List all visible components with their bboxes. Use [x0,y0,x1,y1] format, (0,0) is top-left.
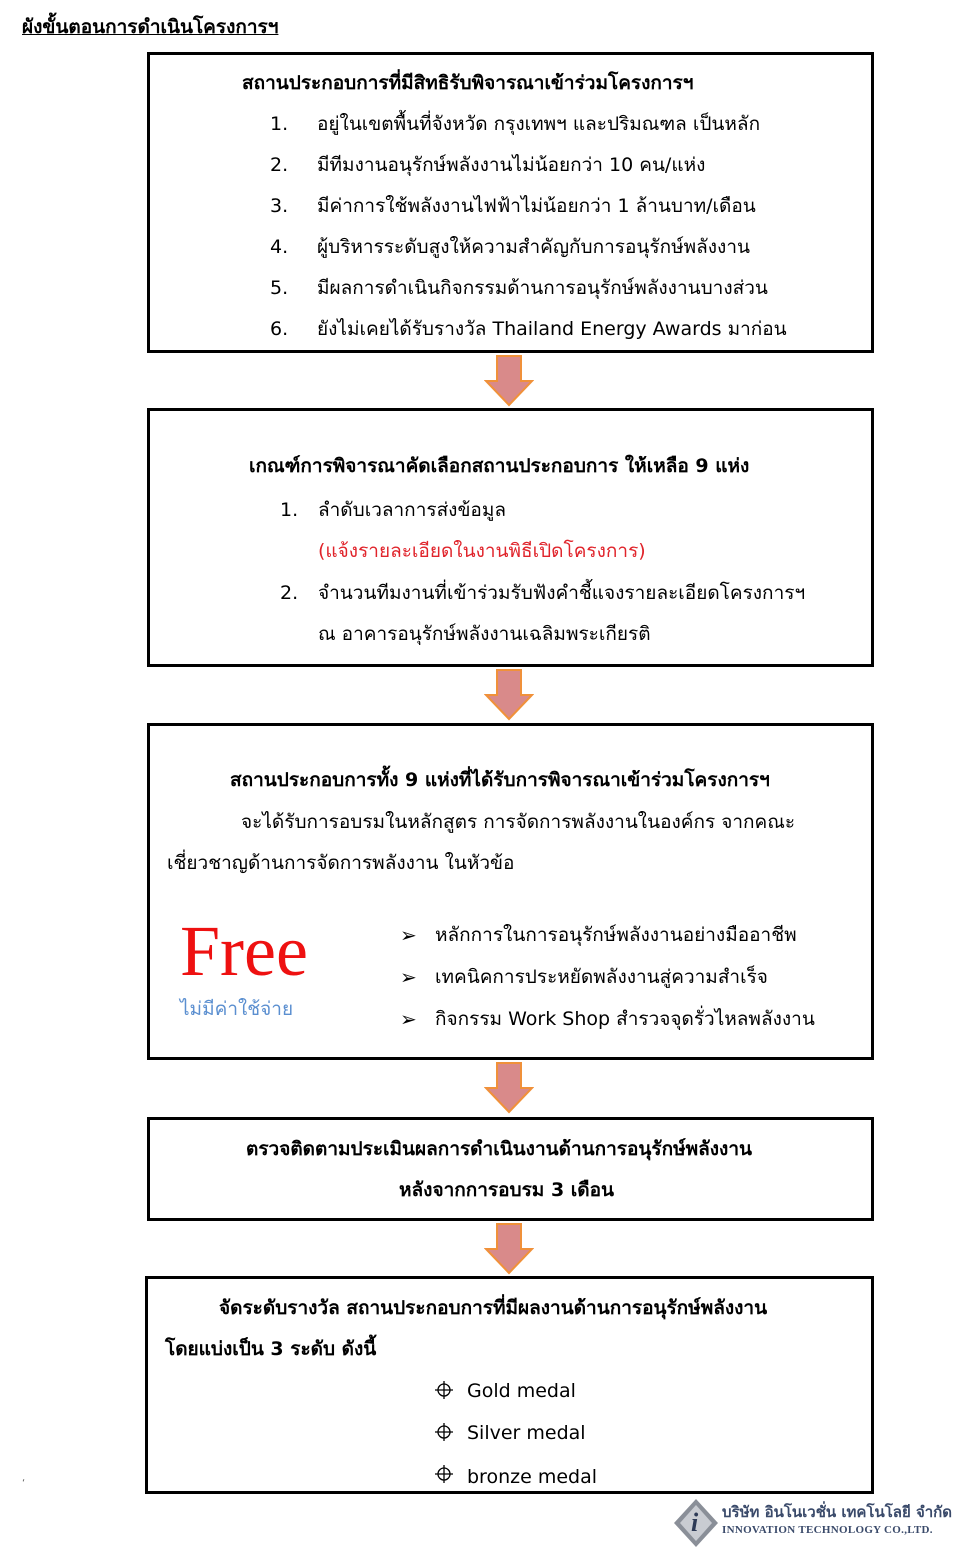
svg-text:i: i [691,1508,699,1537]
page-title: ผังขั้นตอนการดำเนินโครงการฯ [22,16,279,38]
selection-item-1-note: (แจ้งรายละเอียดในงานพิธีเปิดโครงการ) [318,540,646,562]
awards-line-2: โดยแบ่งเป็น 3 ระดับ ดังนี้ [165,1338,377,1360]
down-arrow-icon [484,1223,534,1275]
medal-silver: Silver medal [467,1422,586,1444]
medal-bronze: bronze medal [467,1466,598,1488]
eligibility-item-5: มีผลการดำเนินกิจกรรมด้านการอนุรักษ์พลังงานบางส่วน [317,277,768,299]
selection-num-1: 1. [280,499,299,521]
eligibility-item-1: อยู่ในเขตพื้นที่จังหวัด กรุงเทพฯ และปริมณฑล เป็นหลัก [317,113,761,135]
eligibility-item-2: มีทีมงานอนุรักษ์พลังงานไม่น้อยกว่า 10 คน/แห่ง [317,154,706,176]
selection-item-2: จำนวนทีมงานที่เข้าร่วมรับฟังคำชี้แจงรายละเอียดโครงการฯ [318,582,806,604]
down-arrow-icon [484,355,534,407]
company-name-thai: บริษัท อินโนเวชั่น เทคโนโลยี จำกัด [722,1503,953,1521]
training-topic-1: หลักการในการอนุรักษ์พลังงานอย่างมืออาชีพ [435,924,797,946]
selection-heading: เกณฑ์การพิจารณาคัดเลือกสถานประกอบการ ให้เหลือ 9 แห่ง [249,455,750,477]
training-box [147,723,874,1060]
selection-item-2-location: ณ อาคารอนุรักษ์พลังงานเฉลิมพระเกียรติ [318,623,651,645]
awards-line-1: จัดระดับรางวัล สถานประกอบการที่มีผลงานด้านการอนุรักษ์พลังงาน [219,1297,768,1319]
crosshair-bullet-icon [434,1422,454,1442]
arrow-bullet-icon: ➢ [400,1007,417,1031]
eligibility-heading: สถานประกอบการที่มีสิทธิรับพิจารณาเข้าร่วมโครงการฯ [242,72,694,94]
selection-num-2: 2. [280,582,299,604]
eligibility-num-6: 6. [270,318,289,340]
eligibility-item-3: มีค่าการใช้พลังงานไฟฟ้าไม่น้อยกว่า 1 ล้านบาท/เดือน [317,195,756,217]
eligibility-item-4: ผู้บริหารระดับสูงให้ความสำคัญกับการอนุรักษ์พลังงาน [317,236,750,258]
company-logo-icon [672,1497,720,1549]
eligibility-item-6: ยังไม่เคยได้รับรางวัล Thailand Energy Awards มาก่อน [317,318,787,340]
eligibility-num-4: 4. [270,236,289,258]
down-arrow-icon [484,669,534,721]
crosshair-bullet-icon [434,1380,454,1400]
training-paragraph-line-2: เชี่ยวชาญด้านการจัดการพลังงาน ในหัวข้อ [167,852,515,874]
arrow-bullet-icon: ➢ [400,923,417,947]
crosshair-bullet-icon [434,1464,454,1484]
medal-gold: Gold medal [467,1380,576,1402]
company-name-english: INNOVATION TECHNOLOGY CO.,LTD. [722,1524,933,1536]
arrow-bullet-icon: ➢ [400,965,417,989]
eligibility-num-5: 5. [270,277,289,299]
training-paragraph-line-1: จะได้รับการอบรมในหลักสูตร การจัดการพลังงานในองค์กร จากคณะ [241,811,796,833]
free-label: Free [180,911,308,991]
eligibility-num-2: 2. [270,154,289,176]
training-topic-3: กิจกรรม Work Shop สำรวจจุดรั่วไหลพลังงาน [435,1008,815,1030]
eligibility-box [147,52,874,353]
selection-criteria-box [147,408,874,667]
training-heading: สถานประกอบการทั้ง 9 แห่งที่ได้รับการพิจารณาเข้าร่วมโครงการฯ [230,769,770,791]
selection-item-1: ลำดับเวลาการส่งข้อมูล [318,499,507,521]
training-topic-2: เทคนิคการประหยัดพลังงานสู่ความสำเร็จ [435,966,768,988]
evaluation-line-2: หลังจากการอบรม 3 เดือน [399,1179,615,1201]
down-arrow-icon [484,1062,534,1114]
eligibility-num-1: 1. [270,113,289,135]
free-subtitle: ไม่มีค่าใช้จ่าย [180,998,294,1020]
evaluation-line-1: ตรวจติดตามประเมินผลการดำเนินงานด้านการอนุรักษ์พลังงาน [246,1138,752,1160]
footnote-mark: ‘ [22,1478,26,1489]
awards-box [145,1276,874,1494]
eligibility-num-3: 3. [270,195,289,217]
evaluation-box [147,1117,874,1221]
